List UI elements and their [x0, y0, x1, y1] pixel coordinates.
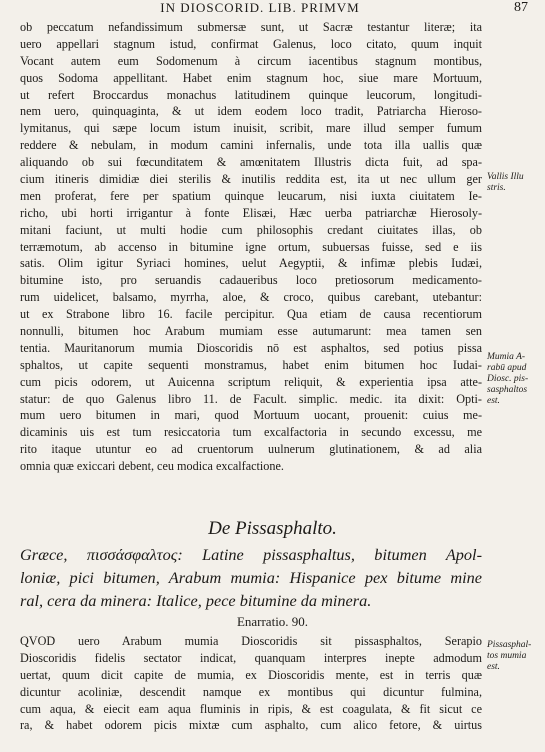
- text-line: richo, ubi horti irrigantur à fonte Elisæi, Hæc uerba patriarchæ Hierosoly-: [20, 205, 482, 220]
- text-line: rito itaque utuntur eo ad cruentorum uulnerum glutinationem, & ad alia: [20, 442, 482, 457]
- text-line: sphaltos, ut capite sequenti monstramus, habet enim bitumen hoc Iudai-: [20, 357, 482, 372]
- text-line: QVOD uero Arabum mumia Dioscoridis sit pissasphaltos, Serapio: [20, 634, 482, 648]
- margin-note-line: est.: [487, 662, 500, 672]
- margin-note-vallis: [487, 172, 543, 194]
- section-heading: De Pissasphalto.: [208, 518, 337, 539]
- margin-note-line: rabū apud: [487, 363, 527, 373]
- text-line: aliquando ob sui fœcunditatem & amœnitatem Illustris dicta fuit, ad spa-: [20, 155, 482, 170]
- text-line: rum uidelicet, balsamo, myrrha, aloe, & croco, quibus carebant, utebantur:: [20, 290, 482, 305]
- text-line: nonnulli, bitumen hoc Arabum mumiam esse autumarunt: mea tamen sen: [20, 324, 482, 339]
- margin-note-line: Diosc. pis-: [487, 374, 529, 384]
- text-line: cium itineris dimidiæ diei sterilis & inutilis reddita est, ita ut nec ullum ger: [20, 172, 482, 187]
- enarratio-heading: Enarratio. 90.: [236, 614, 309, 629]
- text-line: uero appellari stagnum istud, confirmat Galenus, loco citato, quum inquit: [20, 36, 482, 51]
- text-line: omnia quæ exiccari debent, ceu modica excalfactione.: [20, 459, 284, 474]
- text-line: men proferat, fere per spatium quinque leucarum, nisi iuxta ciuitatem Ie-: [20, 188, 482, 203]
- margin-note-pissasphaltos: [487, 640, 543, 673]
- margin-note-mumia: [487, 352, 543, 407]
- text-line: bitumine isto, pro seruandis cadaueribus loco pretiosorum medicamento-: [20, 273, 482, 288]
- margin-note-line: stris.: [487, 183, 506, 193]
- text-line: cum aqua, & eiecit eam aqua fluminis in ripis, & est coagulata, & fit sicut ce: [20, 701, 482, 716]
- margin-note-line: Vallis Illu: [487, 172, 524, 182]
- text-line: ob peccatum nefandissimum submersæ sunt, ut Sacræ testantur literæ; ita: [20, 20, 482, 34]
- running-head: IN DIOSCORID. LIB. PRIMVM: [160, 0, 360, 15]
- text-line: Dioscoridis fidelis sectator indicat, quanquam interpres inepte admodum: [20, 650, 482, 665]
- text-line: statur: de quo Galenus libro 11. de Facult. simplic. medic. ita dixit: Opti-: [20, 391, 482, 406]
- margin-note-line: Pissasphal-: [487, 640, 532, 650]
- text-line: uertat, quum dicit capite de mumia, ex Dioscoridis mente, est in terris quæ: [20, 667, 482, 682]
- synonyms-line: loniæ, pici bitumen, Arabum mumia: Hispanice pex bitume mine: [20, 568, 482, 587]
- text-line: tentia. Mauritanorum mumia Dioscoridis nō est asphaltos, sed potius pissa: [20, 340, 482, 355]
- margin-note-line: tos mumia: [487, 651, 527, 661]
- margin-note-line: Mumia A-: [487, 352, 526, 362]
- synonyms-block: [20, 543, 482, 612]
- text-line: terræmotum, ab accenso in bitumine igne ortum, subuersas fuisse, sed e iis: [20, 239, 482, 254]
- page-number: 87: [514, 0, 528, 15]
- text-line: cum picis odorem, ut Auicenna scriptum reliquit, & experientia ipsa atte-: [20, 374, 482, 389]
- margin-note-line: sasphaltos: [487, 385, 528, 395]
- text-line: dicuntur acoliniæ, descendit namque ex montibus qui dicuntur fulmina,: [20, 684, 482, 699]
- body-text: [20, 19, 482, 475]
- synonyms-line: ral, cera da minera: Italice, pece bitumine da minera.: [20, 591, 372, 610]
- text-line: dicaminis uis est tum resiccatoria tum excalfactoria in secundo excessu, me: [20, 425, 482, 440]
- text-line: quos Sodoma appellitant. Habet enim stagnum hoc, siue mare Mortuum,: [20, 70, 482, 85]
- text-line: mum uero bitumen in mari, quod Mortuum uocant, prouenit: cuius me-: [20, 408, 482, 423]
- synonyms-line: Græce, πισσάσφαλτος: Latine pissasphaltus, bitumen Apol-: [20, 545, 482, 564]
- text-line: reddere & nebulam, in modum camini infernalis, unde tota illa uallis quæ: [20, 138, 482, 153]
- enarratio-text: [20, 633, 482, 734]
- text-line: lymitanus, qui sæpe locum istum inuisit, scribit, mare illud semper fumum: [20, 121, 482, 136]
- margin-note-line: est.: [487, 396, 500, 406]
- text-line: ut refert Broccardus monachus latitudinem quinque leucorum, longitudi-: [20, 87, 482, 102]
- text-line: ut ex Strabone libro 16. facile percipitur. Qua etiam de causa recentiorum: [20, 307, 482, 322]
- text-line: ra, & habet odorem picis mixtæ cum asphalto, cum alico fetore, & uirtus: [20, 718, 482, 733]
- text-line: mitani faciunt, ut multi hodie cum philosophis credant ciuitates illas, ob: [20, 222, 482, 237]
- text-line: Vocant autem eum Sodomenum à circum iacentibus stagnum montibus,: [20, 53, 482, 68]
- text-line: satis. Olim igitur Syriaci homines, uelut Aegyptii, & infimæ plebis Iudæi,: [20, 256, 482, 271]
- text-line: nem uero, quinquaginta, & ut idem eodem loco tradit, Patriarcha Hieroso-: [20, 104, 482, 119]
